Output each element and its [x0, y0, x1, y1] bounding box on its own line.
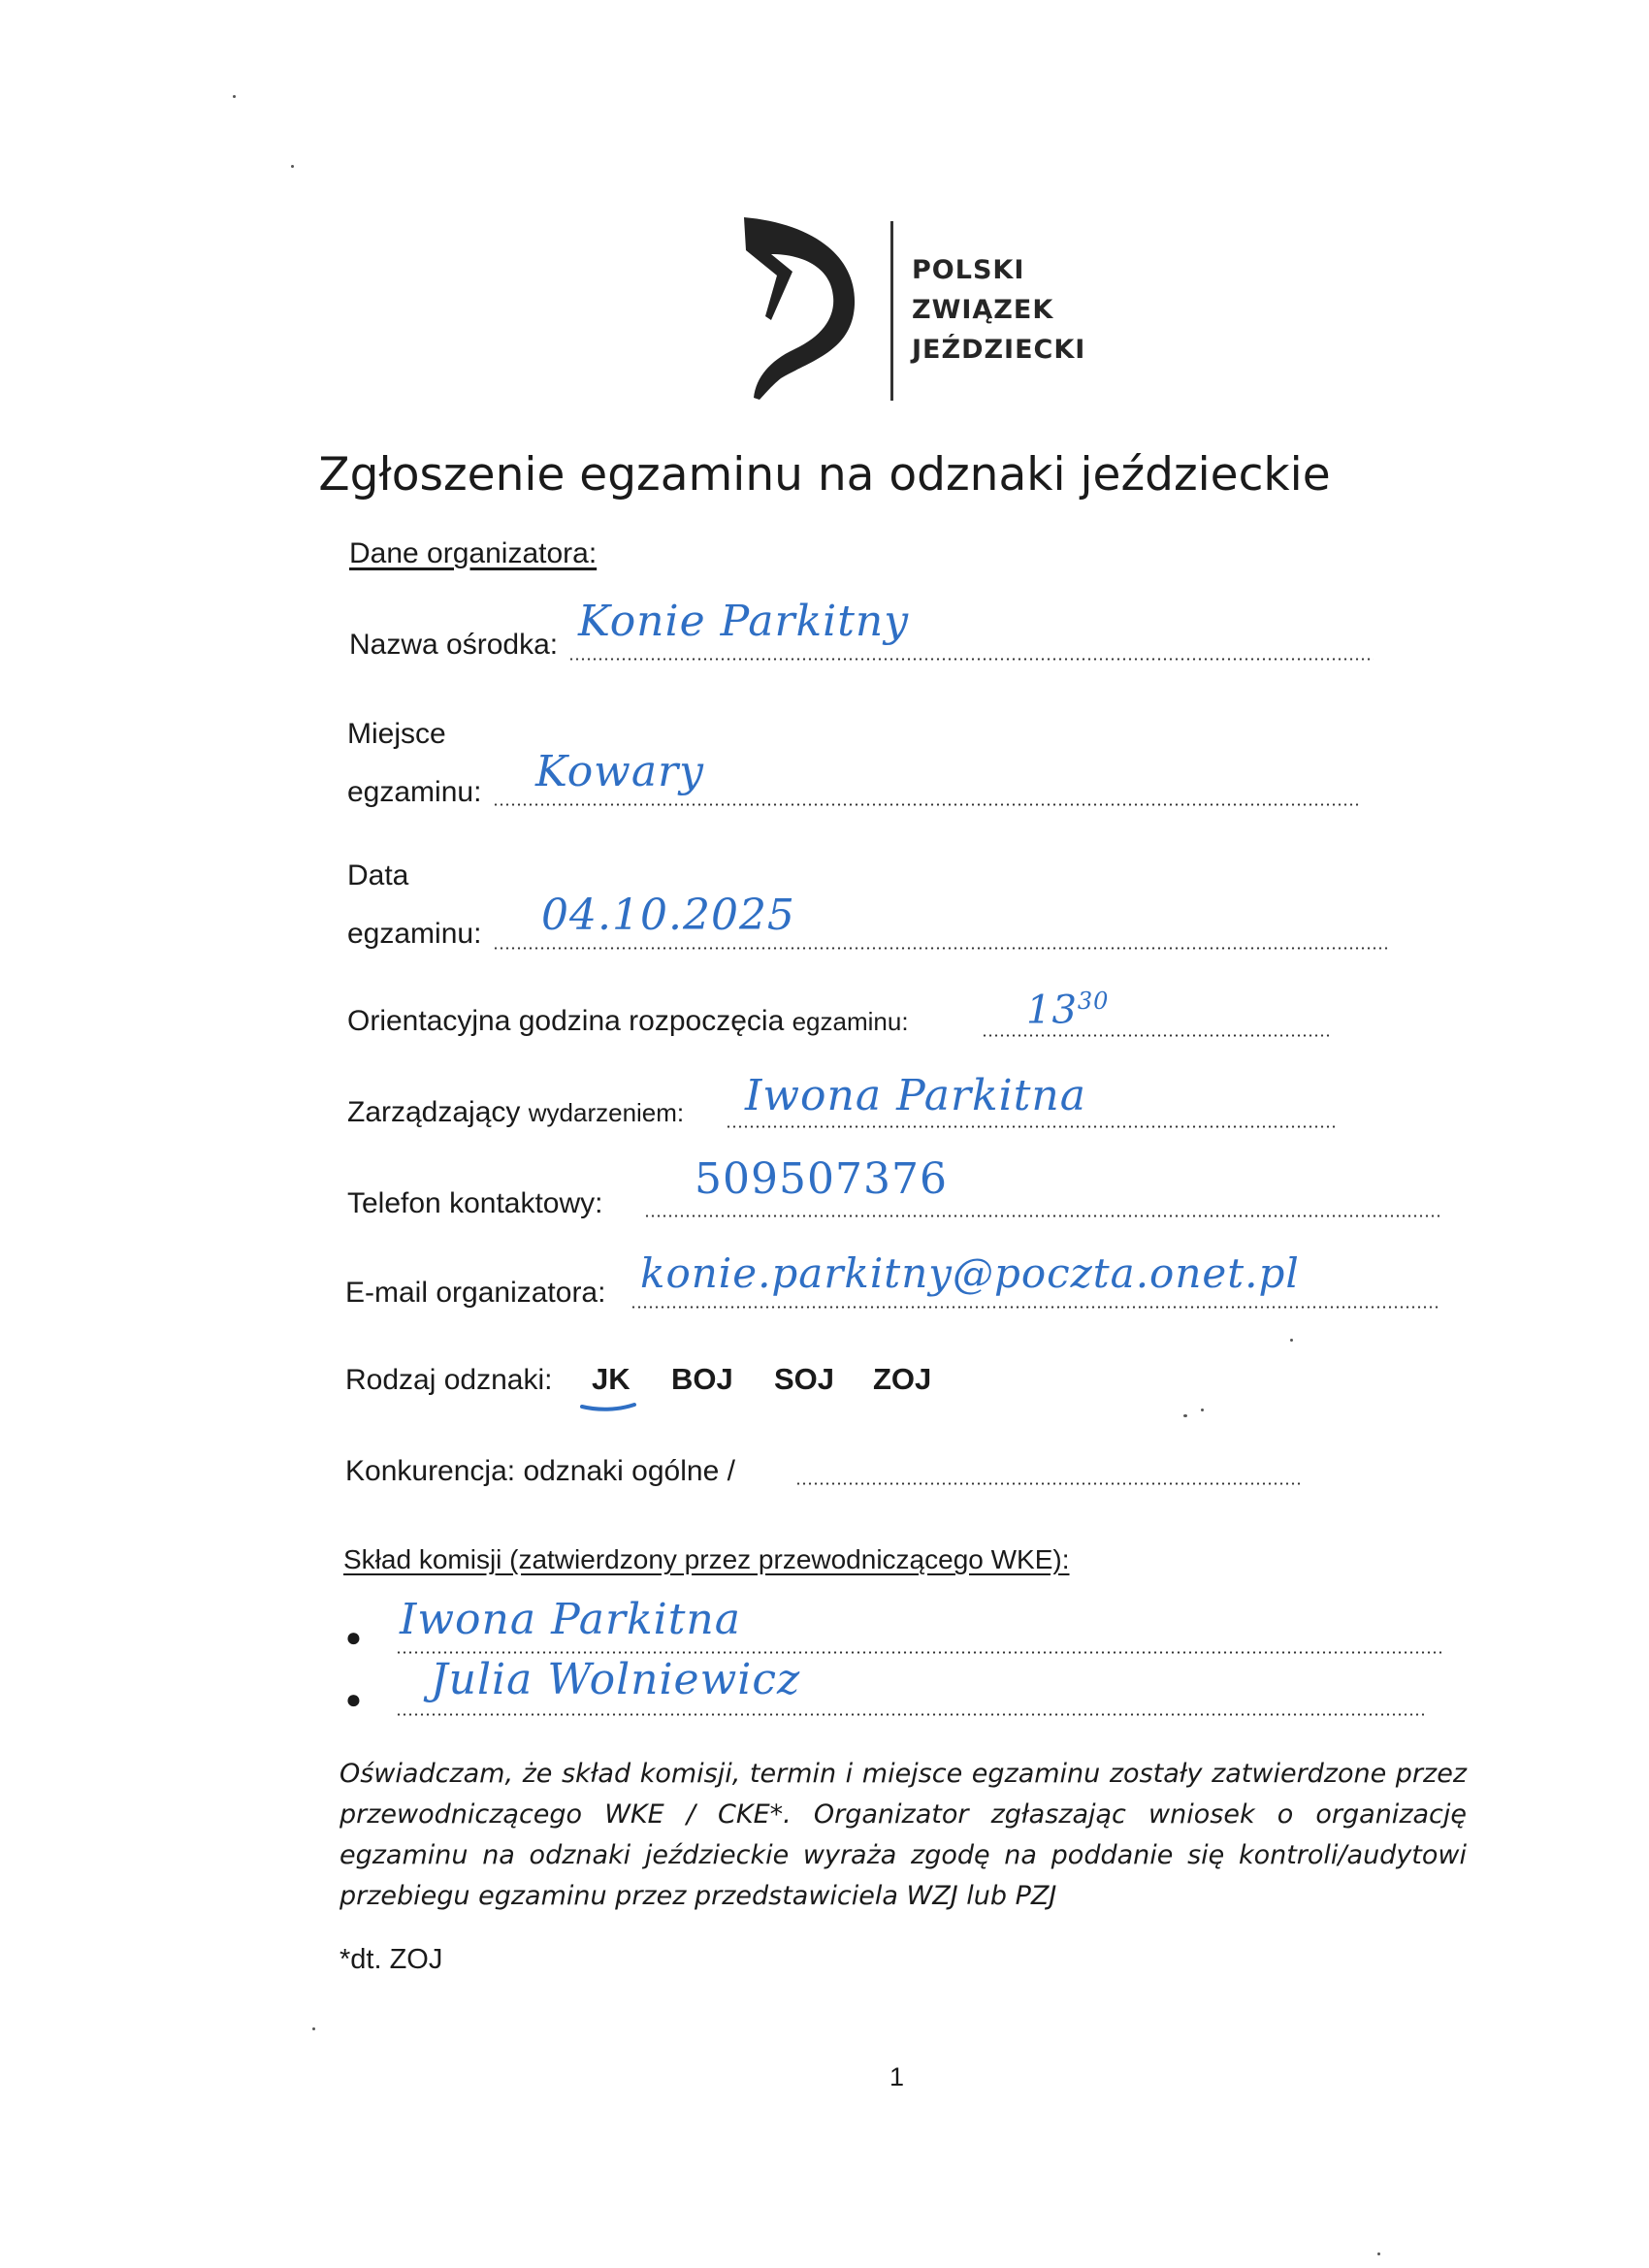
scan-speck — [1183, 1414, 1187, 1417]
logo-divider — [890, 221, 893, 401]
bullet-icon: ● — [345, 1684, 362, 1714]
organizer-section-heading: Dane organizatora: — [349, 537, 598, 569]
commission-member[interactable]: Julia Wolniewicz — [431, 1655, 801, 1704]
event-manager-label — [347, 1096, 684, 1129]
badge-option-jk[interactable]: JK — [592, 1362, 630, 1396]
org-name-line: ZWIĄZEK — [912, 295, 1054, 325]
exam-date-label: egzaminu: — [347, 918, 482, 950]
phone-value[interactable]: 509507376 — [695, 1154, 948, 1204]
page-number: 1 — [889, 2062, 905, 2091]
badge-option-boj[interactable]: BOJ — [671, 1362, 733, 1396]
scan-speck — [1290, 1339, 1293, 1342]
exam-date-label: Data — [347, 859, 409, 891]
exam-place-label: Miejsce — [347, 718, 446, 750]
center-name-line — [568, 658, 1374, 661]
event-manager-value[interactable]: Iwona Parkitna — [745, 1071, 1086, 1120]
start-time-label-small: egzaminu: — [792, 1007, 909, 1036]
scan-speck — [312, 2027, 315, 2030]
event-manager-label-small: wydarzeniem: — [528, 1098, 685, 1127]
start-time-label-main: Orientacyjna godzina rozpoczęcia — [347, 1005, 785, 1037]
org-name-line: POLSKI — [912, 255, 1025, 285]
bullet-icon: ● — [345, 1622, 362, 1652]
declaration-statement: Oświadczam, że skład komisji, termin i miejsce egzaminu zostały zatwierdzone przez przewodniczącego WKE / CKE*. Organizator zgłaszając wniosek o organizację egzaminu na odznaki jeździeckie wyraża zgodę na poddanie się kontroli/audytowi przebiegu egzaminu przez przedstawiciela WZJ lub PZJ — [340, 1759, 1467, 1911]
commission-member[interactable]: Iwona Parkitna — [400, 1595, 741, 1644]
phone-line — [644, 1215, 1439, 1217]
phone-label: Telefon kontaktowy: — [347, 1187, 603, 1219]
exam-date-line — [493, 947, 1390, 950]
exam-place-value[interactable]: Kowary — [535, 747, 704, 796]
start-time-minutes: 30 — [1077, 988, 1110, 1015]
event-manager-line — [726, 1125, 1335, 1128]
selected-underline-icon — [580, 1401, 636, 1414]
center-name-label: Nazwa ośrodka: — [349, 629, 559, 661]
scan-speck — [233, 95, 236, 98]
page-title: Zgłoszenie egzaminu na odznaki jeździeckie — [318, 448, 1331, 502]
start-time-value[interactable] — [1026, 988, 1109, 1032]
badge-option-soj[interactable]: SOJ — [774, 1362, 835, 1396]
start-time-label — [347, 1005, 909, 1038]
commission-member-line — [396, 1713, 1424, 1716]
competition-label: Konkurencja: odznaki ogólne / — [345, 1455, 735, 1487]
exam-place-label: egzaminu: — [347, 776, 482, 808]
pzj-logo-icon — [742, 215, 858, 402]
exam-date-value[interactable]: 04.10.2025 — [541, 891, 795, 940]
start-time-line — [982, 1034, 1331, 1037]
scan-speck — [291, 165, 294, 168]
email-line — [630, 1306, 1439, 1309]
organization-name — [912, 250, 1085, 370]
footnote: *dt. ZOJ — [340, 1944, 443, 1975]
org-name-line: JEŹDZIECKI — [912, 335, 1086, 365]
center-name-value[interactable]: Konie Parkitny — [578, 597, 910, 646]
email-value[interactable]: konie.parkitny@poczta.onet.pl — [640, 1249, 1300, 1297]
exam-place-line — [493, 803, 1359, 806]
commission-heading: Skład komisji (zatwierdzony przez przewodniczącego WKE): — [343, 1544, 1070, 1574]
competition-line[interactable] — [795, 1482, 1300, 1485]
email-label: E-mail organizatora: — [345, 1277, 606, 1309]
event-manager-label-main: Zarządzający — [347, 1096, 521, 1128]
commission-member-line — [396, 1651, 1441, 1654]
start-time-hours: 13 — [1026, 988, 1078, 1033]
badge-type-label: Rodzaj odznaki: — [345, 1364, 553, 1396]
badge-option-zoj[interactable]: ZOJ — [873, 1362, 932, 1396]
scan-speck — [1201, 1409, 1204, 1411]
scan-speck — [1377, 2252, 1380, 2255]
